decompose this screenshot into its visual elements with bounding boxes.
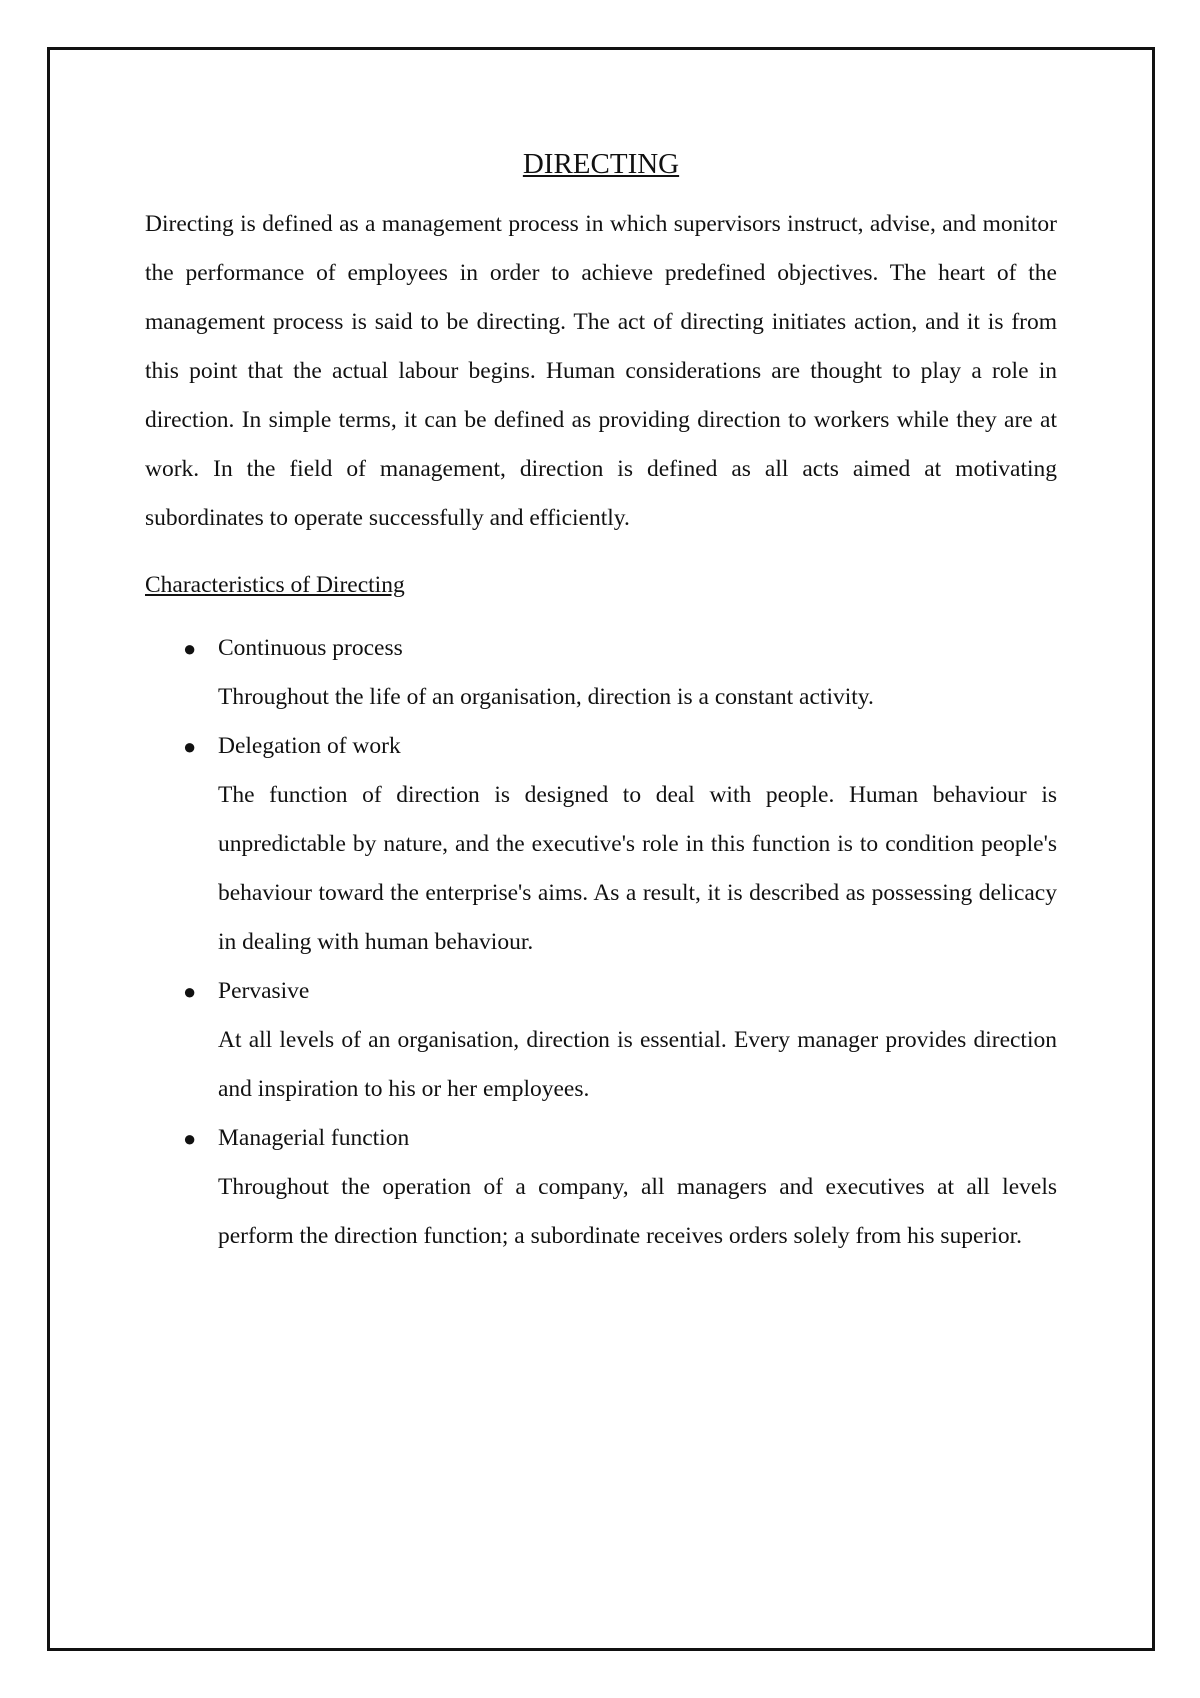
bullet-icon: ● — [183, 636, 197, 661]
item-title: Continuous process — [218, 635, 403, 661]
bullet-icon: ● — [183, 734, 197, 759]
document-title: DIRECTING — [522, 148, 680, 180]
list-item-pervasive — [145, 967, 1057, 1114]
item-title: Pervasive — [218, 978, 310, 1004]
item-body: At all levels of an organisation, direction is essential. Every manager provides direction and inspiration to his or her employees. — [218, 1027, 1057, 1102]
item-title: Managerial function — [218, 1125, 410, 1151]
list-item-delegation-of-work — [145, 722, 1057, 967]
item-body: The function of direction is designed to deal with people. Human behaviour is unpredictable by nature, and the executive's role in this function is to condition people's behaviour toward the enterprise's aims. As a result, it is described as possessing delicacy in dealing with human behaviour. — [218, 782, 1057, 955]
bullet-icon: ● — [183, 1126, 197, 1151]
characteristics-list — [145, 624, 1057, 1261]
item-title: Delegation of work — [218, 733, 401, 759]
bullet-icon: ● — [183, 979, 197, 1004]
section-heading: Characteristics of Directing — [145, 572, 405, 598]
list-item-continuous-process — [145, 624, 1057, 722]
item-body: Throughout the operation of a company, all managers and executives at all levels perform the direction function; a subordinate receives orders solely from his superior. — [218, 1174, 1057, 1249]
list-item-managerial-function — [145, 1114, 1057, 1261]
intro-paragraph: Directing is defined as a management process in which supervisors instruct, advise, and monitor the performance of employees in order to achieve predefined objectives. The heart of the management process is said to be directing. The act of directing initiates action, and it is from this point that the actual labour begins. Human considerations are thought to play a role in direction. In simple terms, it can be defined as providing direction to workers while they are at work. In the field of management, direction is defined as all acts aimed at motivating subordinates to operate successfully and efficiently. — [145, 211, 1057, 531]
item-body: Throughout the life of an organisation, direction is a constant activity. — [218, 684, 874, 710]
document-content — [145, 140, 1057, 1261]
